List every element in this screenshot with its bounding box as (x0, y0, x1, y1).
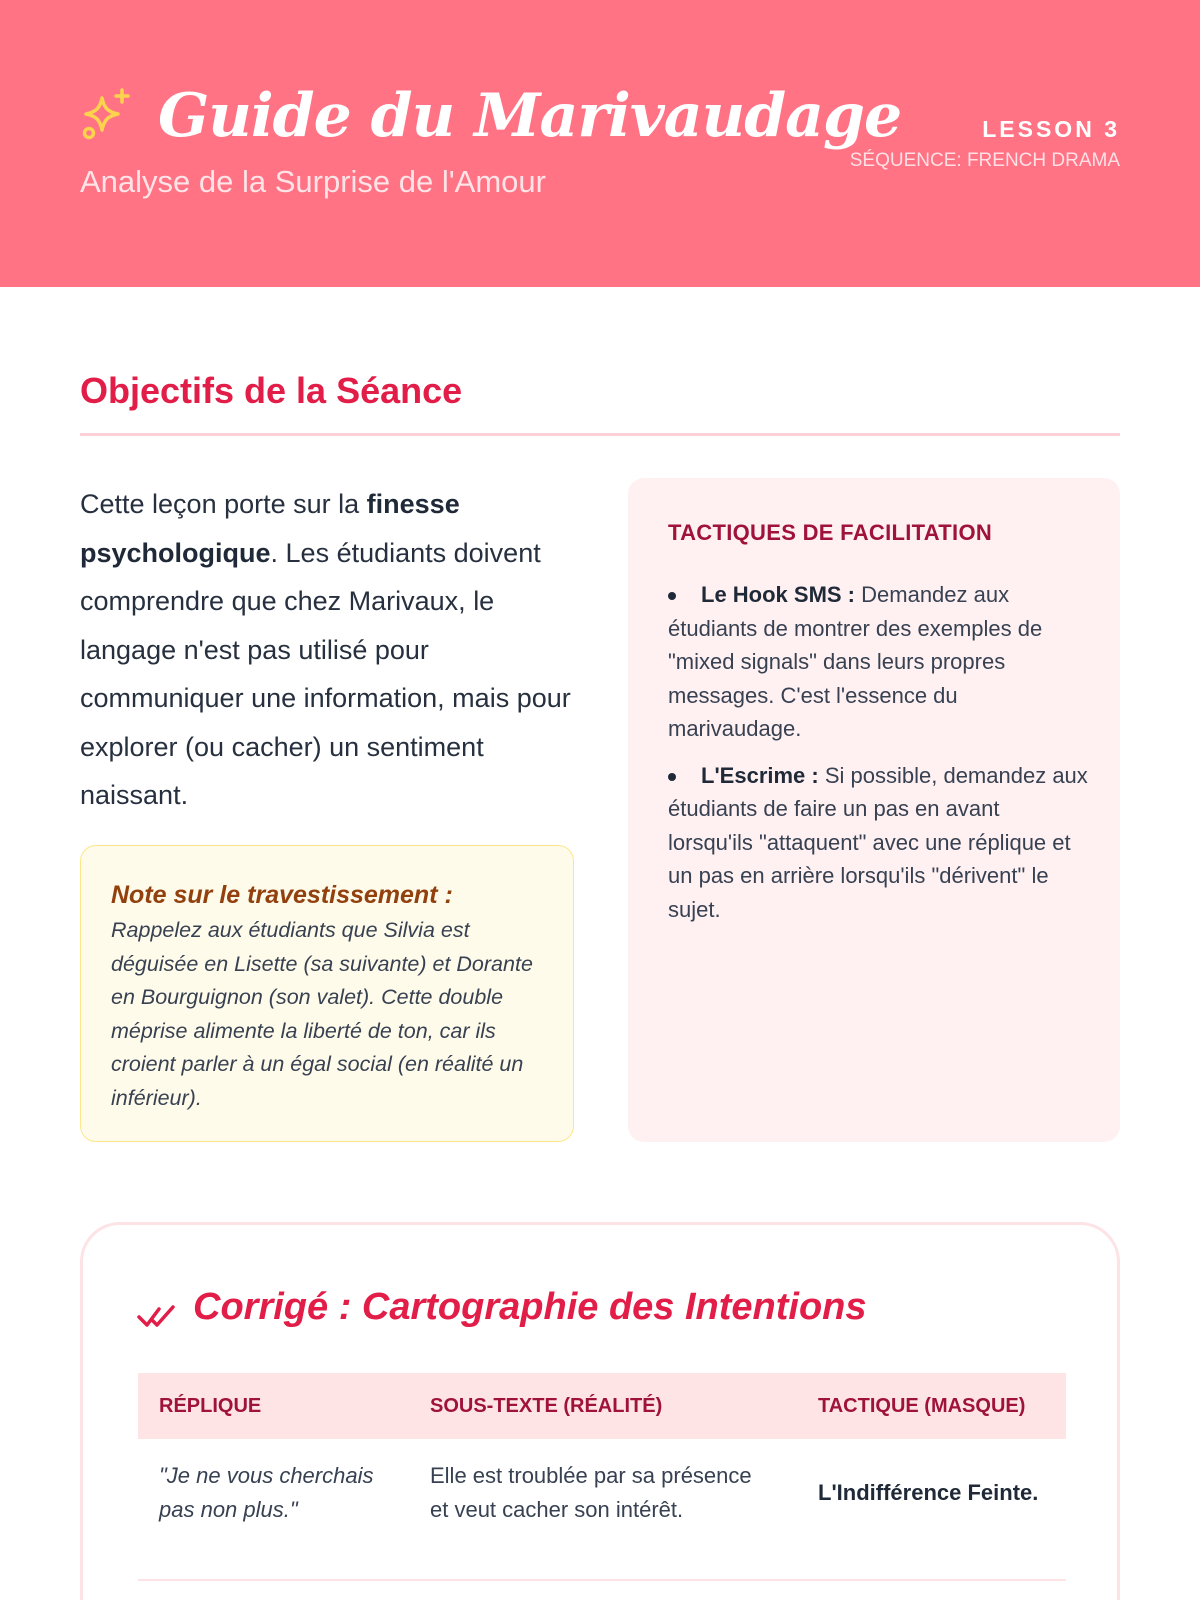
note-body: Rappelez aux étudiants que Silvia est déguisée en Lisette (sa suivante) et Dorante en Bourguignon (son valet). Cette double méprise alimente la liberté de ton, car ils croient parler à un égal social (en réalité un inférieur). (111, 918, 533, 1110)
tactic-label: Le Hook SMS : (701, 582, 856, 607)
lesson-label: LESSON 3 (982, 116, 1120, 142)
double-check-icon (137, 1301, 179, 1331)
sparkles-icon (80, 88, 134, 142)
page-header (0, 0, 1200, 287)
cell-sous-texte: Elle est troublée par sa présence et veut cacher son intérêt. (430, 1463, 752, 1522)
column-header-replique: RÉPLIQUE (159, 1395, 262, 1417)
list-item (668, 578, 1088, 746)
corrige-card (80, 1222, 1120, 1600)
bullet-icon (668, 592, 676, 600)
tactic-text: Si possible, demandez aux étudiants de faire un pas en avant lorsqu'ils "attaquent" avec une réplique et un pas en arrière lorsqu'ils "dérivent" le sujet. (668, 762, 1088, 922)
tactic-text: Demandez aux étudiants de montrer des exemples de "mixed signals" dans leurs propres messages. C'est l'essence du marivaudage. (668, 582, 1043, 741)
cell-tactique: L'Indifférence Feinte. (818, 1480, 1039, 1505)
tactics-panel (628, 478, 1120, 1142)
page-title: Guide du Marivaudage (158, 81, 902, 151)
tactics-title: TACTIQUES DE FACILITATION (668, 520, 993, 545)
table-row (138, 1439, 1066, 1581)
bullet-icon (668, 773, 676, 781)
list-item (668, 759, 1088, 927)
table-header (138, 1373, 1066, 1439)
intro-emphasis: finesse psychologique (80, 489, 460, 568)
objectives-intro (80, 480, 580, 820)
intro-text-start: Cette leçon porte sur la (80, 489, 367, 519)
objectives-heading: Objectifs de la Séance (80, 370, 463, 411)
tactics-list (668, 578, 1088, 926)
intentions-table (138, 1373, 1066, 1581)
column-header-tactique: TACTIQUE (MASQUE) (818, 1395, 1026, 1417)
intro-text-end: . Les étudiants doivent comprendre que chez Marivaux, le langage n'est pas utilisé pour communiquer une information, mais pour explorer (ou cacher) un sentiment naissant. (80, 537, 571, 810)
section-divider (80, 433, 1120, 436)
sequence-label: SÉQUENCE: FRENCH DRAMA (849, 150, 1120, 171)
page-subtitle: Analyse de la Surprise de l'Amour (80, 164, 546, 199)
tactic-label: L'Escrime : (701, 762, 819, 788)
note-callout (80, 845, 574, 1142)
column-header-sous-texte: SOUS-TEXTE (RÉALITÉ) (430, 1395, 663, 1417)
note-title: Note sur le travestissement : (111, 881, 453, 909)
cell-replique: "Je ne vous cherchais pas non plus." (159, 1463, 374, 1522)
corrige-heading: Corrigé : Cartographie des Intentions (193, 1286, 867, 1328)
